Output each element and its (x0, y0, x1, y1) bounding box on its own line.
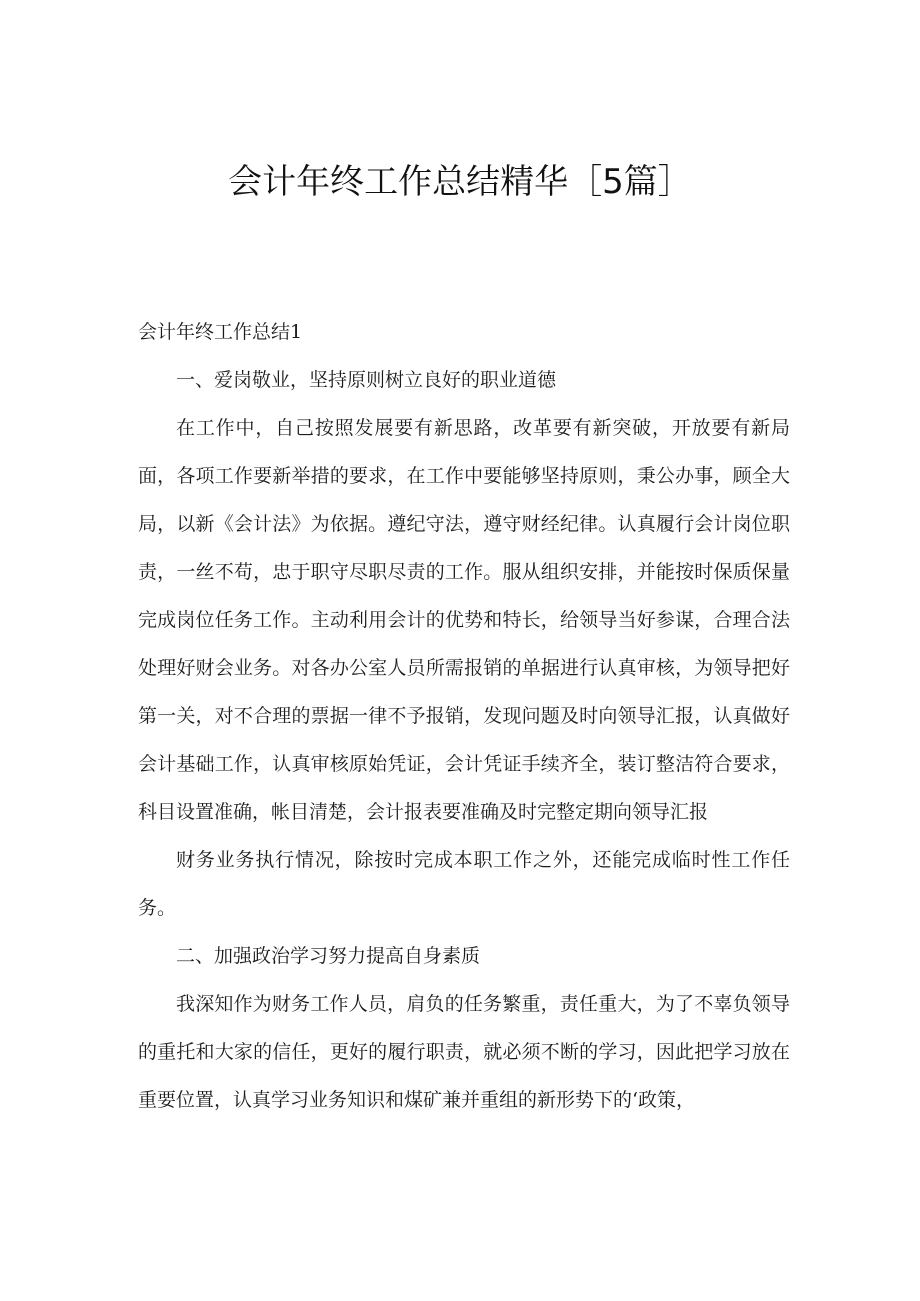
document-body (138, 308, 790, 1124)
section-1-paragraph-1: 在工作中，自己按照发展要有新思路，改革要有新突破，开放要有新局面，各项工作要新举措的要求，在工作中要能够坚持原则，秉公办事，顾全大局，以新《会计法》为依据。遵纪守法，遵守财经纪律。认真履行会计岗位职责，一丝不苟，忠于职守尽职尽责的工作。服从组织安排，并能按时保质保量完成岗位任务工作。主动利用会计的优势和特长，给领导当好参谋，合理合法处理好财会业务。对各办公室人员所需报销的单据进行认真审核，为领导把好第一关，对不合理的票据一律不予报销，发现问题及时向领导汇报，认真做好会计基础工作，认真审核原始凭证，会计凭证手续齐全，装订整洁符合要求，科目设置准确，帐目清楚，会计报表要准确及时完整定期向领导汇报 (138, 417, 790, 823)
section-2-paragraph-1: 我深知作为财务工作人员，肩负的任务繁重，责任重大，为了不辜负领导的重托和大家的信任，更好的履行职责，就必须不断的学习，因此把学习放在重要位置，认真学习业务知识和煤矿兼并重组的新形势下的‘政策， (138, 993, 790, 1111)
document-subtitle: 会计年终工作总结1 (138, 321, 303, 343)
section-2-heading: 二、加强政治学习努力提高自身素质 (176, 945, 481, 967)
document-title: 会计年终工作总结精华［5篇］ (228, 162, 692, 202)
section-1-heading: 一、爱岗敬业，坚持原则树立良好的职业道德 (176, 369, 557, 391)
section-1-paragraph-2: 财务业务执行情况，除按时完成本职工作之外，还能完成临时性工作任务。 (138, 849, 790, 919)
